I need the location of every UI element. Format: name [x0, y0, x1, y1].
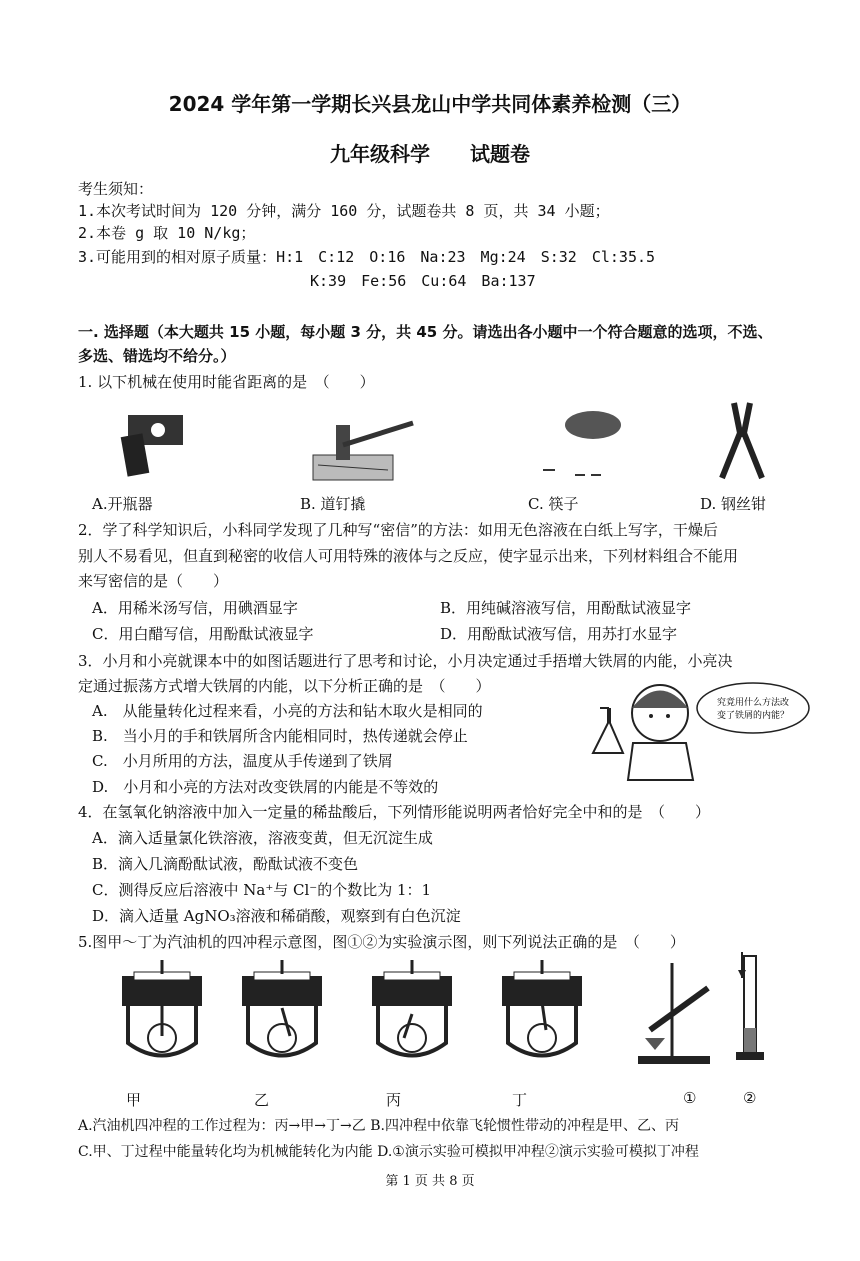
notice-item: 2.本卷 g 取 10 N/kg；: [78, 224, 256, 242]
question-1-option: A.开瓶器: [92, 495, 153, 513]
page-subtitle: 九年级科学 试题卷: [330, 142, 530, 166]
experiment-2-image: [730, 948, 770, 1068]
engine-stroke-bing-image: [368, 958, 456, 1068]
question-2-stem: 2．学了科学知识后，小科同学发现了几种写“密信”的方法：如用无色溶液在白纸上写字，干燥后: [78, 521, 718, 539]
page-number: 第 1 页 共 8 页: [385, 1174, 475, 1189]
engine-stroke-jia-image: [118, 958, 206, 1068]
question-4-option: A．滴入适量氯化铁溶液，溶液变黄，但无沉淀生成: [92, 829, 433, 847]
question-1-option: D. 钢丝钳: [700, 495, 767, 513]
notice-item: 1.本次考试时间为 120 分钟，满分 160 分，试题卷共 8 页，共 34 小题；: [78, 202, 610, 220]
question-5-options: C.甲、丁过程中能量转化均为机械能转化为内能 D.①演示实验可模拟甲冲程②演示实验可模拟丁冲程: [78, 1144, 699, 1160]
question-3-option: D. 小月和小亮的方法对改变铁屑的内能是不等效的: [92, 778, 439, 796]
question-4-option: C．测得反应后溶液中 Na⁺与 Cl⁻的个数比为 1：1: [92, 881, 432, 899]
question-5-options: A.汽油机四冲程的工作过程为：丙→甲→丁→乙 B.四冲程中依靠飞轮惯性带动的冲程是甲、乙、丙: [78, 1118, 679, 1134]
question-2-option: D．用酚酞试液写信，用苏打水显字: [440, 625, 678, 643]
question-1-option: C. 筷子: [528, 495, 579, 513]
experiment-1-image: [630, 958, 715, 1068]
engine-stroke-ding-image: [498, 958, 586, 1068]
question-2-option: C．用白醋写信，用酚酞试液显字: [92, 625, 314, 643]
question-2-option: A．用稀米汤写信，用碘酒显字: [92, 599, 298, 617]
question-4-option: B．滴入几滴酚酞试液，酚酞试液不变色: [92, 855, 359, 873]
engine-stroke-yi-image: [238, 958, 326, 1068]
question-1-stem: 1. 以下机械在使用时能省距离的是 （ ）: [78, 373, 375, 391]
notice-item: K:39 Fe:56 Cu:64 Ba:137: [310, 272, 536, 290]
question-2-stem: 来写密信的是（ ）: [78, 572, 229, 590]
question-3-option: A. 从能量转化过程来看，小亮的方法和钻木取火是相同的: [92, 702, 483, 720]
page-title: 2024 学年第一学期长兴县龙山中学共同体素养检测（三）: [168, 92, 692, 116]
notice-heading: 考生须知：: [78, 180, 154, 198]
wire-pliers-image: [712, 398, 772, 483]
question-4-stem: 4．在氢氧化钠溶液中加入一定量的稀盐酸后，下列情形能说明两者恰好完全中和的是 （ ）: [78, 803, 711, 821]
figure-label: ①: [683, 1089, 697, 1107]
question-5-stem: 5.图甲～丁为汽油机的四冲程示意图，图①②为实验演示图，则下列说法正确的是 （ ）: [78, 933, 685, 951]
question-4-option: D．滴入适量 AgNO₃溶液和稀硝酸，观察到有白色沉淀: [92, 907, 461, 925]
figure-label: 丙: [386, 1091, 402, 1109]
speech-bubble: [693, 680, 811, 740]
question-3-option: C. 小月所用的方法，温度从手传递到了铁屑: [92, 752, 393, 770]
speech-bubble-text: 变了铁屑的内能？: [716, 711, 790, 721]
question-2-option: B．用纯碱溶液写信，用酚酞试液显字: [440, 599, 692, 617]
question-3-option: B. 当小月的手和铁屑所含内能相同时，热传递就会停止: [92, 727, 468, 745]
question-2-stem: 别人不易看见，但直到秘密的收信人可用特殊的液体与之反应，使字显示出来，下列材料组合不能用: [78, 547, 739, 565]
question-3-stem: 3．小月和小亮就课本中的如图话题进行了思考和讨论，小月决定通过手捂增大铁屑的内能，小亮决: [78, 652, 733, 670]
figure-label: ②: [743, 1089, 757, 1107]
speech-bubble-text: 究竟用什么方法改: [716, 698, 790, 708]
question-1-option: B. 道钉撬: [300, 495, 366, 513]
question-3-stem: 定通过振荡方式增大铁屑的内能，以下分析正确的是 （ ）: [78, 677, 491, 695]
figure-label: 甲: [126, 1091, 142, 1109]
section-heading: 多选、错选均不给分。）: [78, 347, 236, 365]
section-heading: 一. 选择题（本大题共 15 小题，每小题 3 分，共 45 分。请选出各小题中一个符合题意的选项，不选、: [78, 323, 773, 341]
track-crowbar-image: [308, 415, 418, 485]
figure-label: 乙: [254, 1091, 270, 1109]
bottle-opener-image: [118, 405, 188, 485]
chopsticks-image: [535, 405, 625, 480]
notice-item: 3.可能用到的相对原子质量：H:1 C:12 O:16 Na:23 Mg:24 S:32 Cl:35.5: [78, 248, 656, 266]
figure-label: 丁: [512, 1091, 528, 1109]
